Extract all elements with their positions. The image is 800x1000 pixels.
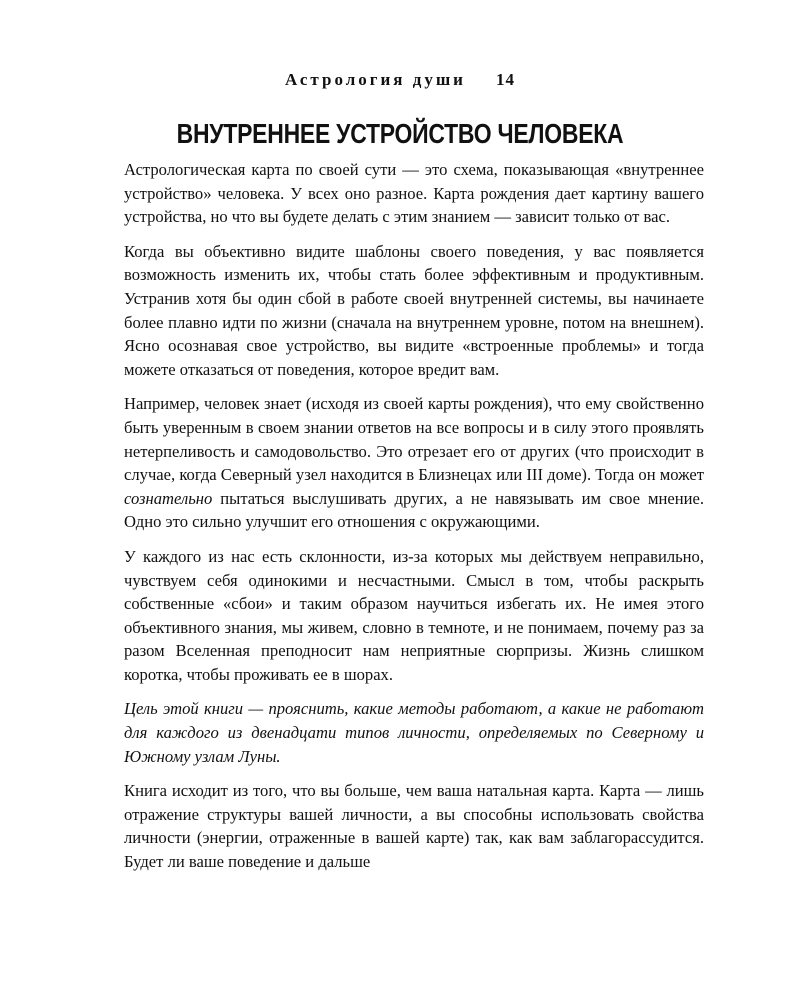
emphasis-word: сознательно bbox=[124, 488, 213, 508]
paragraph-2: Когда вы объективно видите шаблоны своего поведения, у вас появляется возможность изменить их, чтобы стать более эффективным и продуктивным. Устранив хотя бы один сбой в работе своей внутренней системы, вы начинаете более плавно идти по жизни (сначала на внутреннем уровне, потом на внешнем). Ясно осознавая свое устройство, вы видите «встроенные проблемы» и тогда можете отказаться от поведения, которое вредит вам. bbox=[124, 241, 704, 379]
page-number: 14 bbox=[495, 70, 515, 89]
chapter-title: ВНУТРЕННЕЕ УСТРОЙСТВО ЧЕЛОВЕКА bbox=[176, 118, 624, 149]
paragraph-3-part-2: пытаться выслушивать других, а не навязывать им свое мнение. Одно это сильно улучшит его отношения с окружающими. bbox=[124, 488, 704, 532]
paragraph-5-italic: Цель этой книги — прояснить, какие методы работают, а какие не работают для каждого из двенадцати типов личности, определяемых по Северному и Южному узлам Луны. bbox=[124, 699, 704, 766]
book-title: Астрология души bbox=[285, 70, 466, 89]
paragraph-6: Книга исходит из того, что вы больше, чем ваша натальная карта. Карта — лишь отражение структуры вашей личности, а вы способны использовать свойства личности (энергии, отраженные в вашей карте) так, как вам заблагорассудится. Будет ли ваше поведение и дальше bbox=[124, 781, 704, 872]
paragraph-3-part-1: Например, человек знает (исходя из своей карты рождения), что ему свойственно быть уверенным в своем знании ответов на все вопросы и в силу этого проявлять нетерпеливость и самодовольство. Это отрезает его от других (что происходит в случае, когда Северный узел находится в Близнецах или III доме). Тогда он может bbox=[124, 394, 704, 485]
running-header bbox=[0, 70, 800, 90]
paragraph-4: У каждого из нас есть склонности, из-за которых мы действуем неправильно, чувствуем себя одинокими и несчастными. Смысл в том, чтобы раскрыть собственные «сбои» и таким образом научиться избегать их. Не имея этого объективного знания, мы живем, словно в темноте, и не понимаем, почему раз за разом Вселенная преподносит нам неприятные сюрпризы. Жизнь слишком коротка, чтобы проживать ее в шорах. bbox=[124, 546, 704, 684]
body-text bbox=[124, 158, 704, 885]
paragraph-3 bbox=[124, 392, 704, 534]
paragraph-1: Астрологическая карта по своей сути — это схема, показывающая «внутреннее устройство» человека. У всех оно разное. Карта рождения дает картину вашего устройства, но что вы будете делать с этим знанием — зависит только от вас. bbox=[124, 160, 704, 227]
